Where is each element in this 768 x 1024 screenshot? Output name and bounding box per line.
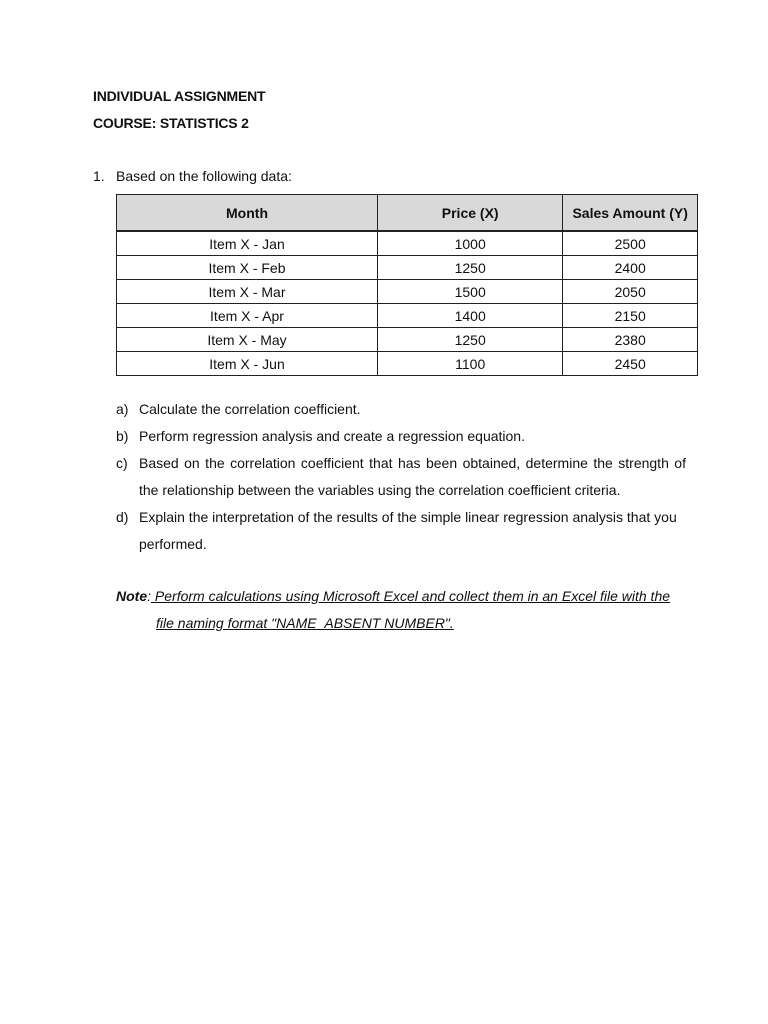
cell-month: Item X - Jan xyxy=(117,231,378,256)
subquestion-text: Explain the interpretation of the results of the simple linear regression analysis that you performed. xyxy=(139,509,677,552)
cell-price: 1250 xyxy=(378,256,563,280)
table-row xyxy=(117,328,698,352)
table-row xyxy=(117,280,698,304)
cell-sales: 2400 xyxy=(563,256,698,280)
cell-price: 1000 xyxy=(378,231,563,256)
subquestion-text: Based on the correlation coefficient that has been obtained, determine the strength of the relationship between the variables using the correlation coefficient criteria. xyxy=(139,455,686,498)
subquestion-letter: a) xyxy=(116,401,129,417)
table-row xyxy=(117,256,698,280)
subquestion-letter: c) xyxy=(116,455,128,471)
cell-sales: 2050 xyxy=(563,280,698,304)
cell-price: 1100 xyxy=(378,352,563,376)
subquestion-a xyxy=(116,396,686,423)
cell-month: Item X - Mar xyxy=(117,280,378,304)
cell-price: 1250 xyxy=(378,328,563,352)
subquestion-letter: d) xyxy=(116,509,129,525)
subquestion-text: Perform regression analysis and create a regression equation. xyxy=(139,428,525,444)
data-table xyxy=(116,194,698,376)
subquestion-d xyxy=(116,504,686,558)
cell-price: 1400 xyxy=(378,304,563,328)
table-row xyxy=(117,352,698,376)
table-header-row xyxy=(117,195,698,232)
course-title: COURSE: STATISTICS 2 xyxy=(93,115,249,131)
subquestion-text: Calculate the correlation coefficient. xyxy=(139,401,361,417)
table-row xyxy=(117,304,698,328)
note-label: Note xyxy=(116,588,148,604)
cell-price: 1500 xyxy=(378,280,563,304)
cell-month: Item X - Apr xyxy=(117,304,378,328)
cell-month: Item X - Jun xyxy=(117,352,378,376)
cell-sales: 2450 xyxy=(563,352,698,376)
note-colon: : xyxy=(147,588,152,604)
subquestion-letter: b) xyxy=(116,428,129,444)
question-number: 1. xyxy=(93,168,105,184)
column-header-price: Price (X) xyxy=(378,195,563,232)
cell-sales: 2500 xyxy=(563,231,698,256)
cell-month: Item X - Feb xyxy=(117,256,378,280)
note-line-2: file naming format "NAME_ABSENT NUMBER". xyxy=(156,615,454,631)
subquestion-c xyxy=(116,450,686,504)
cell-sales: 2380 xyxy=(563,328,698,352)
subquestion-b xyxy=(116,423,686,450)
assignment-title: INDIVIDUAL ASSIGNMENT xyxy=(93,88,266,104)
column-header-sales: Sales Amount (Y) xyxy=(563,195,698,232)
column-header-month: Month xyxy=(117,195,378,232)
note-line-1: Perform calculations using Microsoft Excel and collect them in an Excel file with the xyxy=(151,588,671,604)
cell-sales: 2150 xyxy=(563,304,698,328)
note-paragraph xyxy=(116,583,686,637)
question-intro: Based on the following data: xyxy=(116,168,292,184)
table-row xyxy=(117,231,698,256)
cell-month: Item X - May xyxy=(117,328,378,352)
